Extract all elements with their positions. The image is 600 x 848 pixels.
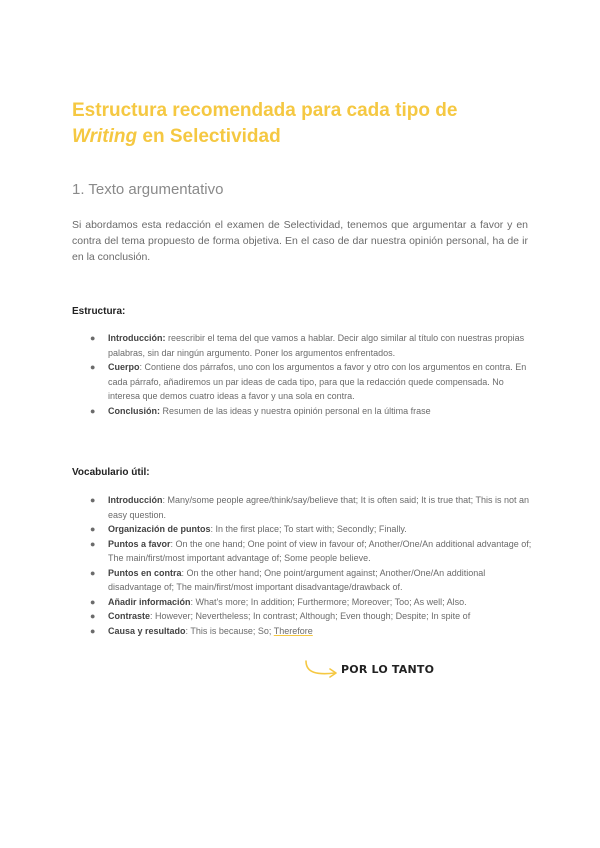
bullet-icon: ● <box>90 596 96 607</box>
list-item <box>72 404 532 419</box>
title-part1: Estructura recomendada para cada tipo de <box>72 100 458 121</box>
list-item <box>72 331 532 360</box>
item-label: Causa y resultado <box>108 625 186 636</box>
bullet-icon: ● <box>90 524 96 534</box>
bullet-icon: ● <box>90 625 96 636</box>
item-text: : On the other hand; One point/argument against; Another/One/An additional disadvantage of; The main/first/most important disadvantage/drawback of. <box>108 567 486 592</box>
item-label: Puntos en contra <box>108 567 182 578</box>
item-label: Añadir información <box>108 596 191 607</box>
title-part2: en Selectividad <box>137 126 281 147</box>
item-text: : Many/some people agree/think/say/believe that; It is often said; It is true that; This is not an easy question. <box>108 495 530 520</box>
list-item <box>72 609 532 624</box>
bullet-icon: ● <box>90 495 96 505</box>
document-title <box>72 98 532 150</box>
bullet-icon: ● <box>90 405 96 416</box>
item-text: : This is because; So; <box>185 625 274 636</box>
item-text: : In the first place; To start with; Secondly; Finally. <box>210 524 407 534</box>
bullet-icon: ● <box>90 538 96 549</box>
item-text: : What's more; In addition; Furthermore; Moreover; Too; As well; Also. <box>190 596 467 607</box>
list-item <box>72 493 532 522</box>
item-text: : Contiene dos párrafos, uno con los argumentos a favor y otro con los argumentos en contra. En cada párrafo, añadiremos un par ideas de cada tipo, para que la redacción quede compensada. No interesa que demos cuatro ideas a favor y una sola en contra. <box>108 362 527 401</box>
bullet-icon: ● <box>90 333 96 343</box>
section-heading: 1. Texto argumentativo <box>72 181 224 198</box>
vocabulario-list <box>72 493 532 638</box>
item-text: : On the one hand; One point of view in favour of; Another/One/An additional advantage of; The main/first/most important advantage of; Some people believe. <box>108 538 532 563</box>
underlined-word: Therefore <box>273 625 313 636</box>
arrow-icon <box>303 657 343 683</box>
item-text: : However; Nevertheless; In contrast; Although; Even though; Despite; In spite of <box>150 611 471 621</box>
item-label: Introducción: <box>108 333 166 343</box>
item-text: reescribir el tema del que vamos a hablar. Decir algo similar al título con nuestras propias palabras, sin dar ningún argumento. Poner los argumentos enfrentados. <box>108 333 525 358</box>
bullet-icon: ● <box>90 611 96 621</box>
item-label: Cuerpo <box>108 362 140 372</box>
list-item <box>72 522 532 537</box>
list-item <box>72 360 532 404</box>
estructura-list <box>72 331 532 418</box>
item-label: Introducción <box>108 495 163 505</box>
item-label: Organización de puntos <box>108 524 211 534</box>
estructura-heading: Estructura: <box>72 306 126 317</box>
list-item <box>72 566 532 595</box>
vocabulario-heading: Vocabulario útil: <box>72 467 150 478</box>
item-text: Resumen de las ideas y nuestra opinión personal en la última frase <box>160 405 431 416</box>
list-item <box>72 537 532 566</box>
annotation-note: POR LO TANTO <box>341 663 435 676</box>
item-label: Contraste <box>108 611 151 621</box>
item-label: Puntos a favor <box>108 538 171 549</box>
list-item <box>72 624 532 639</box>
bullet-icon: ● <box>90 567 96 578</box>
list-item <box>72 595 532 610</box>
title-italic: Writing <box>72 126 138 147</box>
item-label: Conclusión: <box>108 405 160 416</box>
intro-paragraph: Si abordamos esta redacción el examen de Selectividad, tenemos que argumentar a favor y en contra del tema propuesto de forma objetiva. En el caso de dar nuestra opinión personal, ha de ir en la conclusión. <box>72 219 528 263</box>
bullet-icon: ● <box>90 362 96 372</box>
